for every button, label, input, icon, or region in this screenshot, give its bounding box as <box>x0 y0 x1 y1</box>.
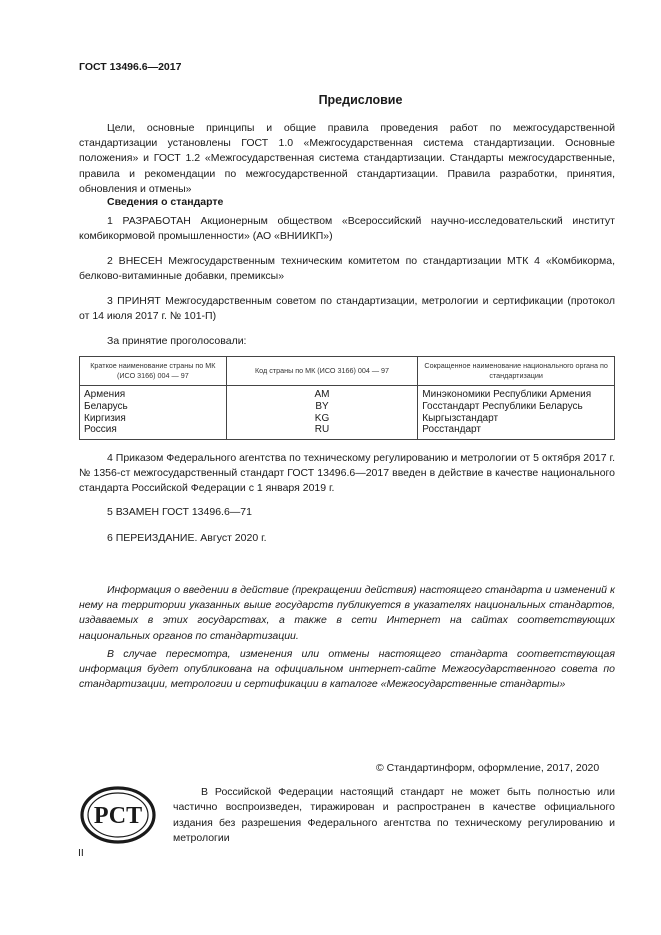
intro-paragraph: Цели, основные принципы и общие правила проведения работ по межгосударственной стандартизации установлены ГОСТ 1.0 «Межгосударственная система стандартизации. Основные положения» и ГОСТ 1.2 «Межгосударственная система стандартизации. Стандарты межгосударственные, правила и рекомендации по межгосударственной стандартизации. Правила разработки, принятия, обновления и отмены» <box>79 122 615 195</box>
copyright-line: © Стандартинформ, оформление, 2017, 2020 <box>376 762 600 774</box>
table-row <box>80 386 615 401</box>
table-row <box>80 424 615 439</box>
info-paragraph-introduction: Информация о введении в действие (прекращении действия) настоящего стандарта и изменений к нему на территории указанных выше государств публикуется в указателях национальных стандартов, издаваемых в этих государствах, а также в сети Интернет на сайтах соответствующих национальных органов по стандартизации. <box>79 584 615 642</box>
header-country: Краткое наименование страны по МК (ИСО 3166) 004 — 97 <box>80 357 227 386</box>
page-title: Предисловие <box>318 93 403 107</box>
table-header-row <box>80 357 615 386</box>
table-row <box>80 413 615 425</box>
logo-text: РСТ <box>93 803 143 829</box>
item-developed: 1 РАЗРАБОТАН Акционерным обществом «Всероссийский научно-исследовательский институт комбикормовой промышленности» (АО «ВНИИКП») <box>79 215 615 243</box>
info-paragraph-revision: В случае пересмотра, изменения или отмены настоящего стандарта соответствующая информация будет опубликована на официальном интернет-сайте Межгосударственного совета по стандартизации, метрологии и сертификации в каталоге «Межгосударственные стандарты» <box>79 648 615 691</box>
cell-country: Россия <box>80 424 227 439</box>
header-body: Сокращенное наименование национального органа по стандартизации <box>418 357 615 386</box>
item-reissue: 6 ПЕРЕИЗДАНИЕ. Август 2020 г. <box>107 532 267 544</box>
header-code: Код страны по МК (ИСО 3166) 004 — 97 <box>226 357 418 386</box>
cell-body: Кыргызстандарт <box>418 413 615 425</box>
cell-body: Госстандарт Республики Беларусь <box>418 401 615 413</box>
cell-code: BY <box>226 401 418 413</box>
page-number: II <box>78 847 84 859</box>
copyright-notice: В Российской Федерации настоящий стандарт не может быть полностью или частично воспроизведен, тиражирован и распространен в качестве официального издания без разрешения Федерального агентства по техническому регулированию и метрологии <box>173 786 615 845</box>
standard-info-heading: Сведения о стандарте <box>107 196 224 208</box>
rst-logo-icon <box>80 786 156 844</box>
cell-country: Армения <box>80 386 227 401</box>
item-order: 4 Приказом Федерального агентства по техническому регулированию и метрологии от 5 октября 2017 г. № 1356-ст межгосударственный стандарт ГОСТ 13496.6—2017 введен в действие в качестве национального стандарта Российской Федерации с 1 января 2019 г. <box>79 452 615 495</box>
item-replaces: 5 ВЗАМЕН ГОСТ 13496.6—71 <box>107 506 252 518</box>
cell-country: Киргизия <box>80 413 227 425</box>
item-introduced: 2 ВНЕСЕН Межгосударственным техническим комитетом по стандартизации МТК 4 «Комбикорма, белково-витаминные добавки, премиксы» <box>79 255 615 283</box>
cell-body: Росстандарт <box>418 424 615 439</box>
table-row <box>80 401 615 413</box>
cell-code: RU <box>226 424 418 439</box>
vote-label: За принятие проголосовали: <box>107 335 247 347</box>
voting-table <box>79 356 615 440</box>
cell-country: Беларусь <box>80 401 227 413</box>
cell-body: Минэкономики Республики Армения <box>418 386 615 401</box>
item-adopted: 3 ПРИНЯТ Межгосударственным советом по стандартизации, метрологии и сертификации (протокол от 14 июля 2017 г. № 101-П) <box>79 295 615 323</box>
cell-code: AM <box>226 386 418 401</box>
document-header: ГОСТ 13496.6—2017 <box>79 61 182 73</box>
cell-code: KG <box>226 413 418 425</box>
